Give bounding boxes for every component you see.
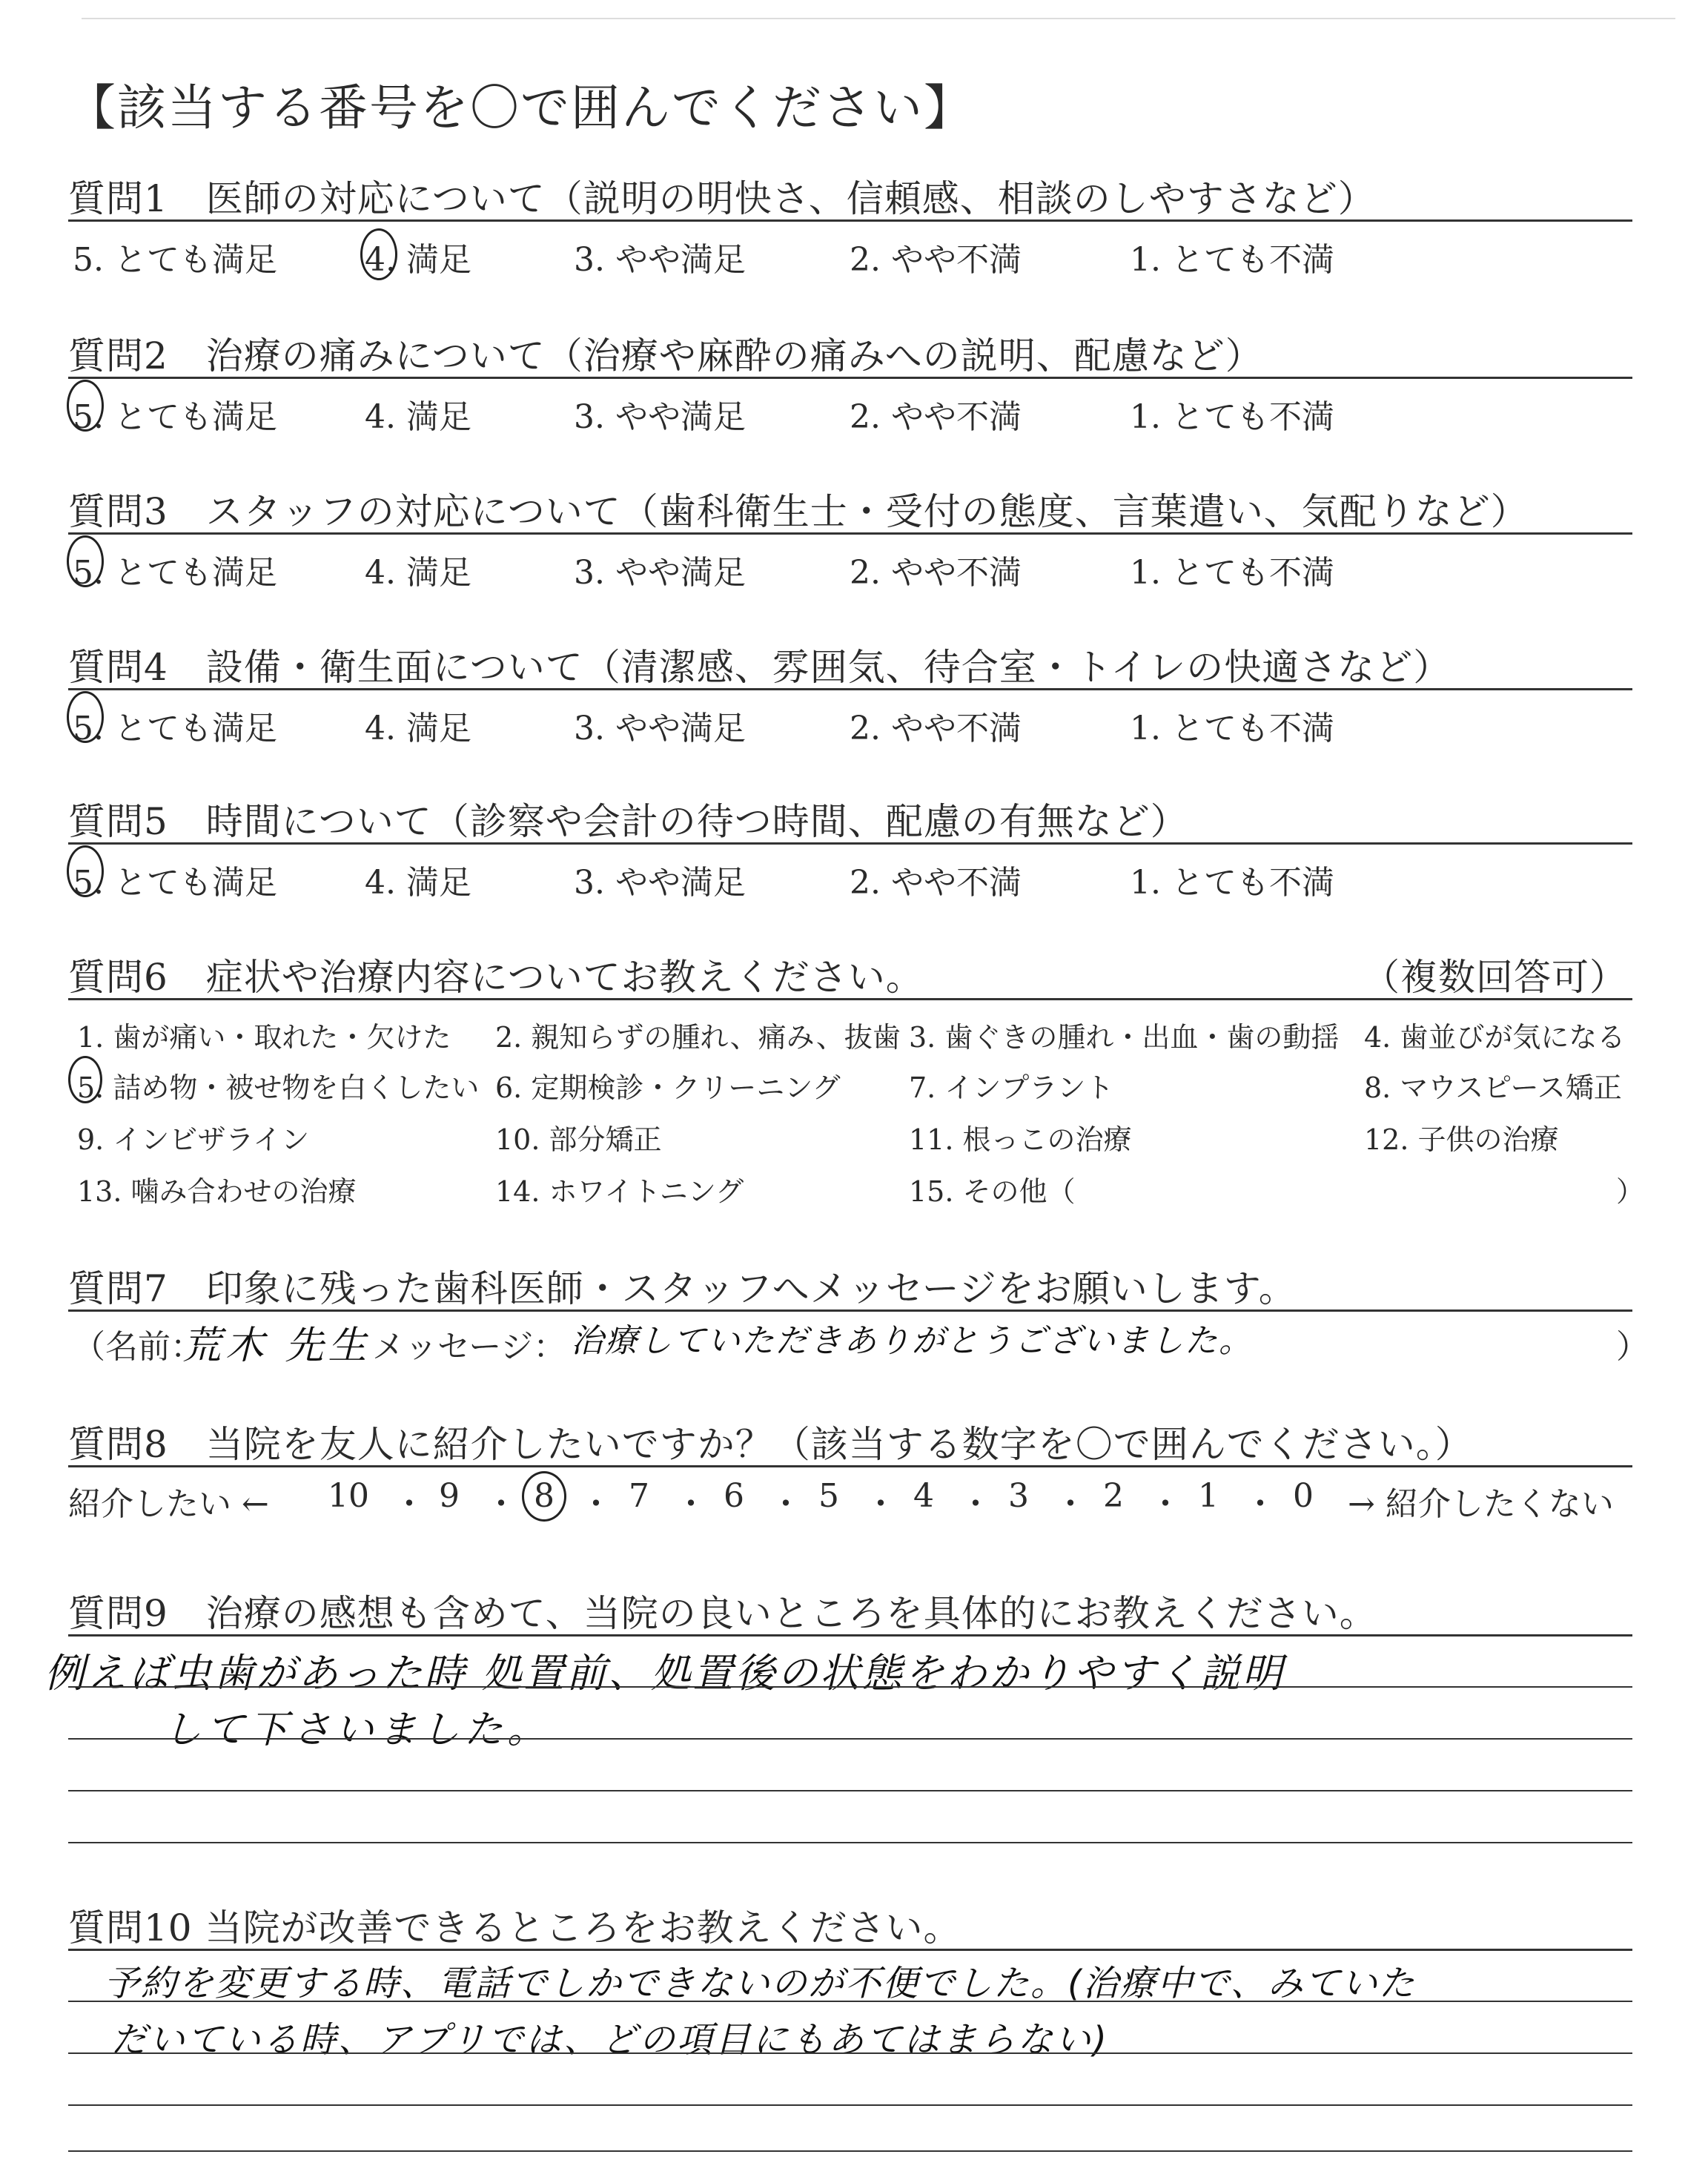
q8-dot: ・	[959, 1485, 992, 1523]
q2-option-4[interactable]: 4. 満足	[365, 398, 471, 436]
q2-option-1[interactable]: 1. とても不満	[1130, 398, 1334, 436]
q6-option-2[interactable]: 2. 親知らずの腫れ、痛み、抜歯	[495, 1021, 901, 1054]
q8-rule	[68, 1465, 1632, 1467]
q8-score-5[interactable]: 5	[818, 1477, 839, 1515]
q6-answer-circle	[68, 1056, 102, 1103]
q6-option-14[interactable]: 14. ホワイトニング	[495, 1175, 744, 1208]
q5-option-3[interactable]: 3. やや満足	[574, 864, 746, 902]
q7-name-label: （名前：	[73, 1328, 203, 1366]
q3-option-1[interactable]: 1. とても不満	[1130, 554, 1334, 592]
q8-dot: ・	[1244, 1485, 1277, 1523]
q8-dot: ・	[1054, 1485, 1087, 1523]
q8-left-label: 紹介したい ←	[68, 1485, 269, 1523]
q4-option-4[interactable]: 4. 満足	[365, 710, 471, 747]
q8-dot: ・	[1149, 1485, 1182, 1523]
q4-heading: 質問4 設備・衛生面について（清潔感、雰囲気、待合室・トイレの快適さなど）	[68, 646, 1452, 689]
q10-answer-rule	[68, 2104, 1632, 2106]
q9-answer-rule	[68, 1842, 1632, 1843]
q2-option-5[interactable]: 5. とても満足	[73, 398, 277, 436]
q8-score-8[interactable]: 8	[534, 1477, 555, 1515]
page-title: 【該当する番号を〇で囲んでください】	[67, 79, 974, 136]
q9-answer-rule	[68, 1738, 1632, 1740]
q3-heading: 質問3 スタッフの対応について（歯科衛生士・受付の態度、言葉遣い、気配りなど）	[68, 490, 1529, 533]
q1-answer-circle	[360, 228, 397, 280]
q8-heading: 質問8 当院を友人に紹介したいですか？（該当する数字を〇で囲んでください。）	[68, 1423, 1473, 1466]
q5-rule	[68, 842, 1632, 845]
q6-option-3[interactable]: 3. 歯ぐきの腫れ・出血・歯の動揺	[909, 1021, 1340, 1054]
q6-option-9[interactable]: 9. インビザライン	[77, 1123, 310, 1156]
q8-dot: ・	[864, 1485, 897, 1523]
q6-option-5[interactable]: 5. 詰め物・被せ物を白くしたい	[77, 1071, 480, 1104]
q6-other-close-paren: ）	[1616, 1175, 1645, 1208]
q9-answer-rule	[68, 1790, 1632, 1791]
q10-answer-line-2[interactable]: だいている時、アプリでは、どの項目にもあてはまらない)	[111, 2019, 1109, 2061]
q10-heading: 質問10 当院が改善できるところをお教えください。	[68, 1906, 961, 1949]
q6-option-12[interactable]: 12. 子供の治療	[1364, 1123, 1559, 1156]
q1-option-2[interactable]: 2. やや不満	[850, 241, 1022, 279]
q6-rule	[68, 998, 1632, 1000]
q1-rule	[68, 219, 1632, 222]
q5-option-1[interactable]: 1. とても不満	[1130, 864, 1334, 902]
q9-answer-line-2[interactable]: して下さいました。	[163, 1708, 551, 1752]
q1-option-5[interactable]: 5. とても満足	[73, 241, 277, 279]
q2-answer-circle	[67, 380, 104, 432]
q10-answer-rule	[68, 2052, 1632, 2054]
q4-option-2[interactable]: 2. やや不満	[850, 710, 1022, 747]
q4-rule	[68, 688, 1632, 690]
q3-option-3[interactable]: 3. やや満足	[574, 554, 746, 592]
q2-option-2[interactable]: 2. やや不満	[850, 398, 1022, 436]
q6-heading: 質問6 症状や治療内容についてお教えください。	[68, 956, 924, 999]
q1-option-4[interactable]: 4. 満足	[365, 241, 471, 279]
q6-option-13[interactable]: 13. 噛み合わせの治療	[77, 1175, 357, 1208]
q7-message-value[interactable]: 治療していただきありがとうございました。	[571, 1322, 1253, 1360]
q6-note: （複数回答可）	[1363, 956, 1627, 999]
q7-close-paren: ）	[1616, 1328, 1649, 1366]
q8-dot: ・	[485, 1485, 517, 1523]
q8-dot: ・	[393, 1485, 426, 1523]
q7-name-value[interactable]: 荒木 先生	[182, 1324, 371, 1368]
q5-answer-circle	[67, 845, 104, 897]
q4-answer-circle	[67, 691, 104, 743]
q6-option-11[interactable]: 11. 根っこの治療	[909, 1123, 1132, 1156]
q6-option-6[interactable]: 6. 定期検診・クリーニング	[495, 1071, 841, 1104]
q3-option-2[interactable]: 2. やや不満	[850, 554, 1022, 592]
q2-rule	[68, 377, 1632, 379]
q2-option-3[interactable]: 3. やや満足	[574, 398, 746, 436]
q8-dot: ・	[675, 1485, 707, 1523]
q7-message-label: メッセージ：	[372, 1328, 566, 1366]
q10-rule	[68, 1949, 1632, 1951]
q10-answer-line-1[interactable]: 予約を変更する時、電話でしかできないのが不便でした。(治療中で、みていた	[104, 1963, 1416, 2004]
q8-score-4[interactable]: 4	[913, 1477, 934, 1515]
q5-option-2[interactable]: 2. やや不満	[850, 864, 1022, 902]
q2-heading: 質問2 治療の痛みについて（治療や麻酔の痛みへの説明、配慮など）	[68, 334, 1263, 377]
q10-answer-rule	[68, 2001, 1632, 2002]
q8-score-10[interactable]: 10	[328, 1477, 369, 1515]
q7-heading: 質問7 印象に残った歯科医師・スタッフへメッセージをお願いします。	[68, 1267, 1297, 1310]
q10-answer-rule	[68, 2150, 1632, 2152]
q9-rule	[68, 1634, 1632, 1636]
q4-option-3[interactable]: 3. やや満足	[574, 710, 746, 747]
q6-option-4[interactable]: 4. 歯並びが気になる	[1364, 1021, 1626, 1054]
q4-option-5[interactable]: 5. とても満足	[73, 710, 277, 747]
q8-score-2[interactable]: 2	[1103, 1477, 1124, 1515]
q9-answer-line-1[interactable]: 例えば虫歯があった時 処置前、処置後の状態をわかりやすく説明	[44, 1650, 1285, 1697]
q6-option-10[interactable]: 10. 部分矯正	[495, 1123, 662, 1156]
q9-heading: 質問9 治療の感想も含めて、当院の良いところを具体的にお教えください。	[68, 1592, 1377, 1635]
q4-option-1[interactable]: 1. とても不満	[1130, 710, 1334, 747]
q8-score-3[interactable]: 3	[1008, 1477, 1029, 1515]
q6-option-8[interactable]: 8. マウスピース矯正	[1364, 1071, 1622, 1104]
q1-option-3[interactable]: 3. やや満足	[574, 241, 746, 279]
q1-option-1[interactable]: 1. とても不満	[1130, 241, 1334, 279]
q8-score-9[interactable]: 9	[439, 1477, 460, 1515]
q8-score-6[interactable]: 6	[724, 1477, 744, 1515]
q8-dot: ・	[580, 1485, 612, 1523]
q8-score-1[interactable]: 1	[1198, 1477, 1219, 1515]
q3-option-4[interactable]: 4. 満足	[365, 554, 471, 592]
q8-score-7[interactable]: 7	[629, 1477, 649, 1515]
q6-option-1[interactable]: 1. 歯が痛い・取れた・欠けた	[77, 1021, 451, 1054]
q8-dot: ・	[769, 1485, 802, 1523]
q3-answer-circle	[67, 535, 104, 587]
q7-rule	[68, 1309, 1632, 1312]
q3-rule	[68, 532, 1632, 535]
top-edge-line	[82, 18, 1675, 19]
q3-option-5[interactable]: 5. とても満足	[73, 554, 277, 592]
q6-option-7[interactable]: 7. インプラント	[909, 1071, 1114, 1104]
q9-answer-rule	[68, 1686, 1632, 1688]
q8-answer-circle	[522, 1471, 566, 1522]
q8-score-0[interactable]: 0	[1293, 1477, 1314, 1515]
q5-option-4[interactable]: 4. 満足	[365, 864, 471, 902]
q5-option-5[interactable]: 5. とても満足	[73, 864, 277, 902]
q5-heading: 質問5 時間について（診察や会計の待つ時間、配慮の有無など）	[68, 800, 1188, 843]
q6-option-15[interactable]: 15. その他（	[909, 1175, 1076, 1208]
q1-heading: 質問1 医師の対応について（説明の明快さ、信頼感、相談のしやすさなど）	[68, 177, 1376, 220]
q8-right-label: → 紹介したくない	[1348, 1485, 1614, 1523]
